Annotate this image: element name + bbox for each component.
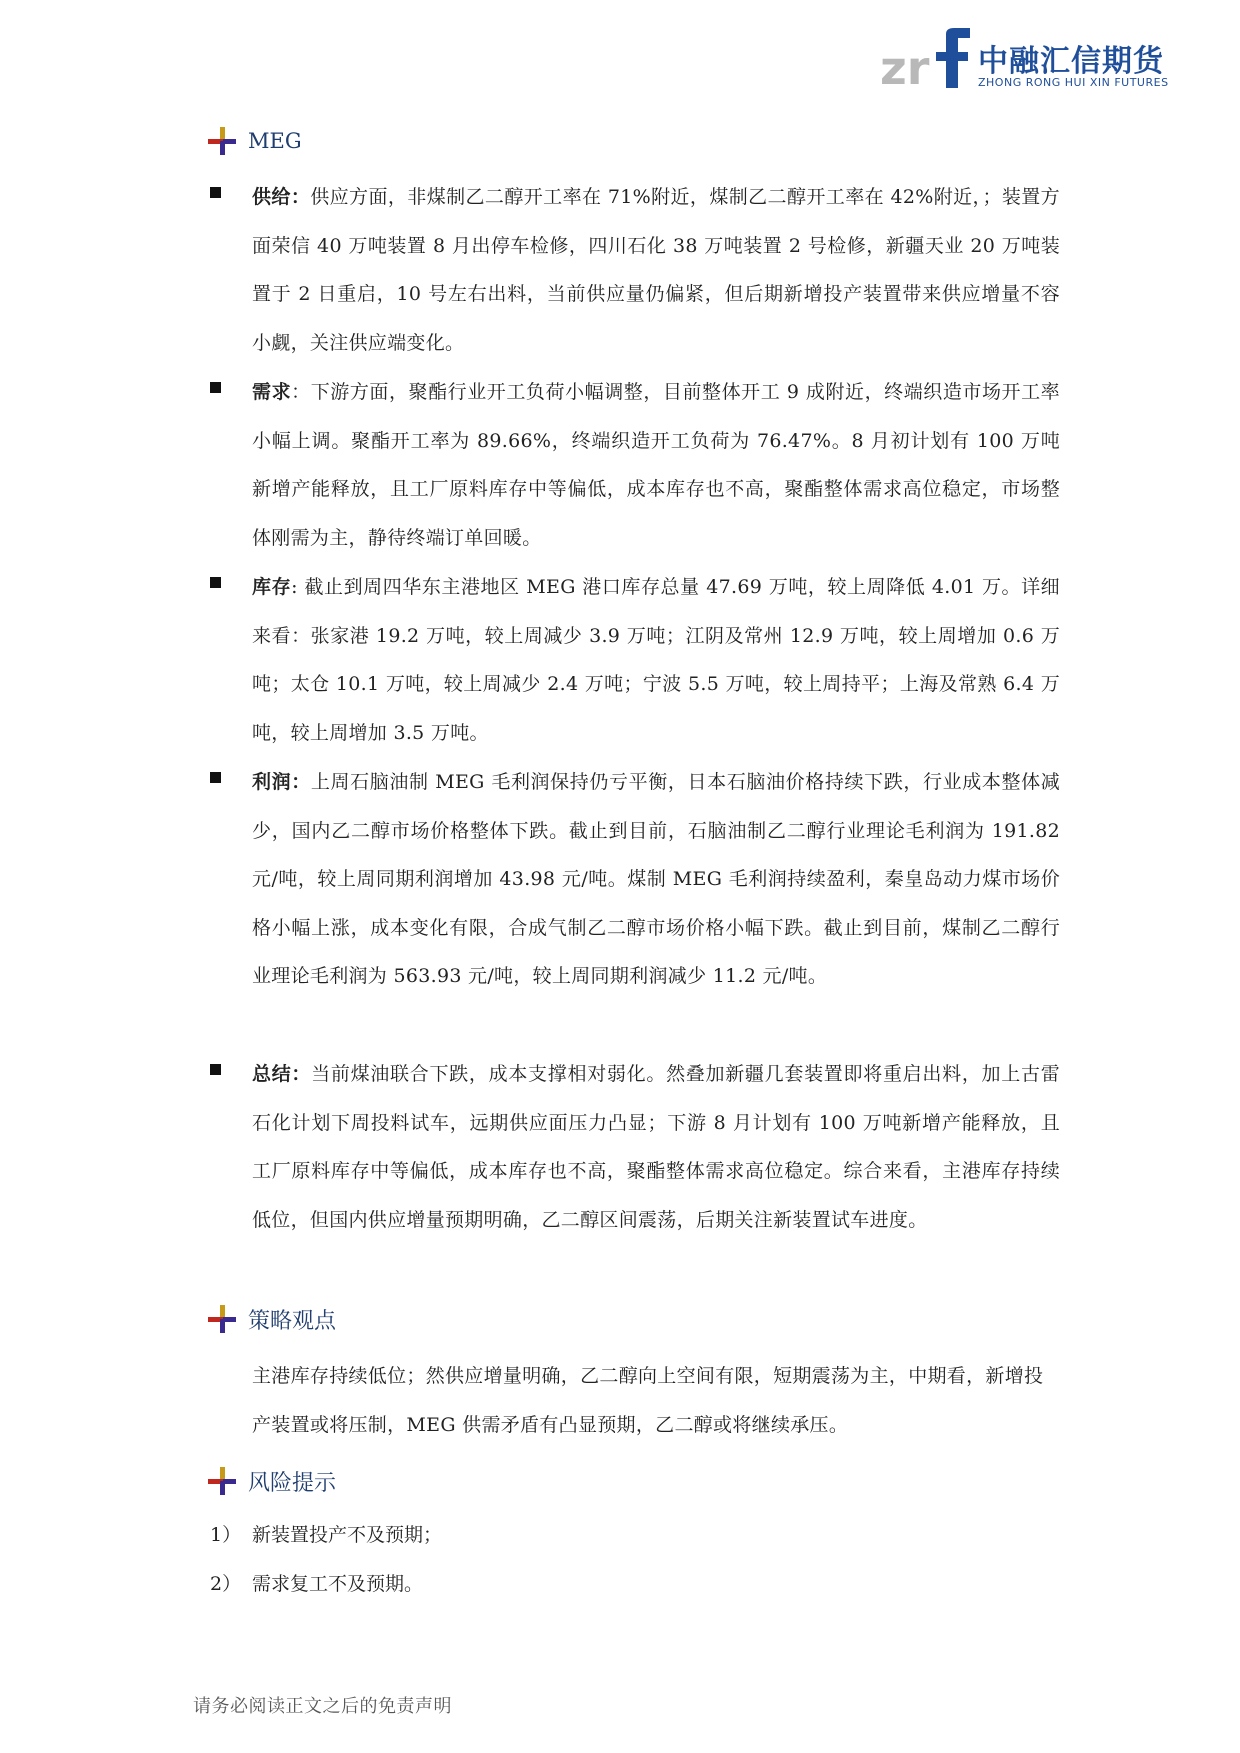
- cross-bullet-icon: [208, 1305, 236, 1333]
- bullet-label: 库存: [252, 576, 292, 598]
- bullet-label: 需求: [252, 381, 292, 403]
- cross-bullet-icon: [208, 1467, 236, 1495]
- square-bullet-icon: [210, 1064, 221, 1075]
- zrf-logo-mark-icon: [880, 28, 970, 94]
- section-title-strategy: [208, 1302, 336, 1336]
- strategy-paragraph: 主港库存持续低位；然供应增量明确，乙二醇向上空间有限，短期震荡为主，中期看，新增投产装置或将压制，MEG 供需矛盾有凸显预期，乙二醇或将继续承压。: [252, 1365, 1044, 1436]
- bullet-label: 总结：: [252, 1063, 312, 1085]
- section-title-meg: [208, 124, 302, 158]
- bullet-label: 供给：: [252, 186, 311, 208]
- square-bullet-icon: [210, 772, 221, 783]
- square-bullet-icon: [210, 187, 221, 198]
- risk-item: [210, 1520, 442, 1550]
- bullet-body: ：下游方面，聚酯行业开工负荷小幅调整，目前整体开工 9 成附近，终端织造市场开工率小幅上调。聚酯开工率为 89.66%，终端织造开工负荷为 76.47%。8 月初计划有 100 万吨新增产能释放，且工厂原料库存中等偏低，成本库存也不高，聚酯整体需求高位稳定，市场整体刚需为主，静待终端订单回暖。: [252, 381, 1060, 549]
- risk-text: 需求复工不及预期。: [252, 1573, 424, 1595]
- bullet-body: 上周石脑油制 MEG 毛利润保持仍亏平衡，日本石脑油价格持续下跌，行业成本整体减少，国内乙二醇市场价格整体下跌。截止到目前，石脑油制乙二醇行业理论毛利润为 191.82 元/吨，较上周同期利润增加 43.98 元/吨。煤制 MEG 毛利润持续盈利，秦皇岛动力煤市场价格小幅上涨，成本变化有限，合成气制乙二醇市场价格小幅下跌。截止到目前，煤制乙二醇行业理论毛利润为 563.93 元/吨，较上周同期利润减少 11.2 元/吨。: [252, 771, 1060, 987]
- logo-english-name: ZHONG RONG HUI XIN FUTURES: [978, 76, 1169, 89]
- section-title-text: MEG: [248, 129, 302, 153]
- risk-number: 1）: [210, 1524, 242, 1546]
- bullet-profit: [210, 758, 1060, 1001]
- square-bullet-icon: [210, 577, 221, 588]
- square-bullet-icon: [210, 382, 221, 393]
- section-title-text: 风险提示: [248, 1470, 337, 1496]
- bullet-supply: [210, 173, 1060, 367]
- cross-bullet-icon: [208, 127, 236, 155]
- bullet-demand: [210, 368, 1060, 562]
- risk-text: 新装置投产不及预期；: [252, 1524, 443, 1546]
- logo-chinese-name: 中融汇信期货: [978, 44, 1164, 79]
- bullet-inventory: [210, 563, 1060, 757]
- section-title-text: 策略观点: [248, 1308, 337, 1334]
- section-title-risk: [208, 1464, 336, 1498]
- bullet-body: 供应方面，非煤制乙二醇开工率在 71%附近，煤制乙二醇开工率在 42%附近，；装置方面荣信 40 万吨装置 8 月出停车检修，四川石化 38 万吨装置 2 号检修，新疆天业 20 万吨装置于 2 日重启，10 号左右出料，当前供应量仍偏紧，但后期新增投产装置带来供应增量不容小觑，关注供应端变化。: [252, 186, 1060, 354]
- footer-disclaimer: 请务必阅读正文之后的免责声明: [193, 1696, 452, 1717]
- risk-item: [210, 1569, 423, 1599]
- bullet-label: 利润：: [252, 771, 311, 793]
- bullet-body: 当前煤油联合下跌，成本支撑相对弱化。然叠加新疆几套装置即将重启出料，加上古雷石化计划下周投料试车，远期供应面压力凸显；下游 8 月计划有 100 万吨新增产能释放，且工厂原料库存中等偏低，成本库存也不高，聚酯整体需求高位稳定。综合来看，主港库存持续低位，但国内供应增量预期明确，乙二醇区间震荡，后期关注新装置试车进度。: [252, 1063, 1060, 1231]
- risk-number: 2）: [210, 1573, 242, 1595]
- svg-text:zr: zr: [880, 41, 930, 94]
- bullet-summary: [210, 1050, 1060, 1244]
- bullet-body: : 截止到周四华东主港地区 MEG 港口库存总量 47.69 万吨，较上周降低 4.01 万。详细来看：张家港 19.2 万吨，较上周减少 3.9 万吨；江阴及常州 12.9 万吨，较上周增加 0.6 万吨；太仓 10.1 万吨，较上周减少 2.4 万吨；宁波 5.5 万吨，较上周持平；上海及常熟 6.4 万吨，较上周增加 3.5 万吨。: [252, 576, 1060, 744]
- company-logo: [880, 28, 1180, 94]
